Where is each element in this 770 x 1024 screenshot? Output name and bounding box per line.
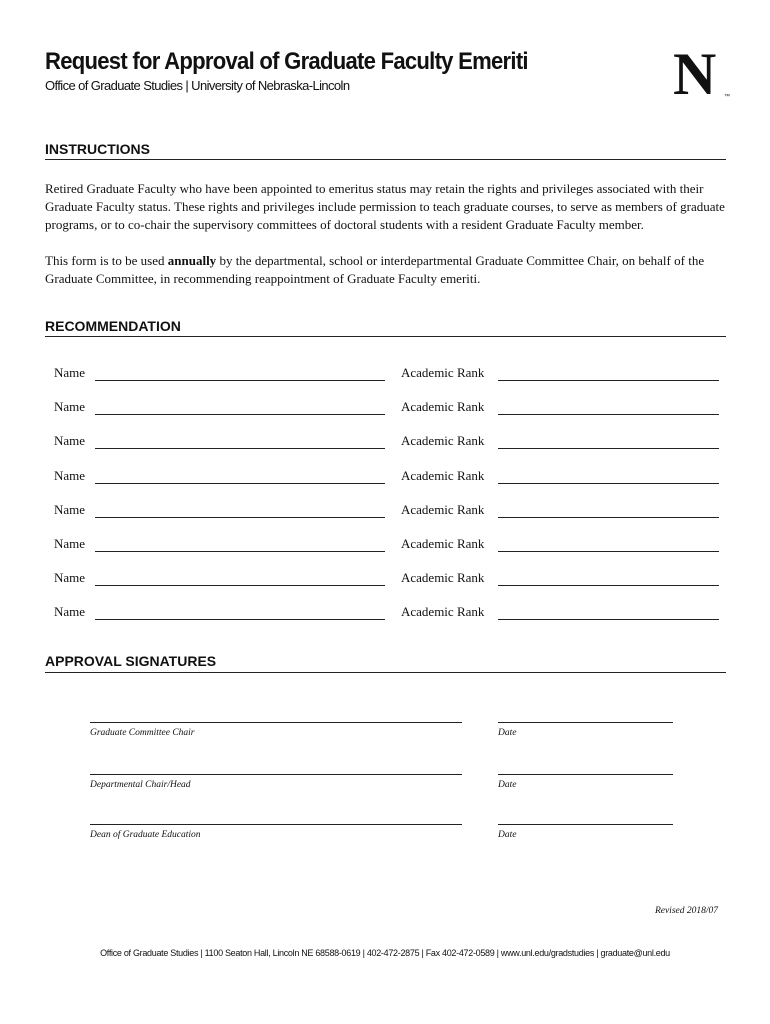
academic-rank-label: Academic Rank xyxy=(401,399,485,414)
name-field[interactable] xyxy=(95,483,385,484)
academic-rank-label: Academic Rank xyxy=(401,468,485,483)
name-field[interactable] xyxy=(95,551,385,552)
academic-rank-field[interactable] xyxy=(498,483,719,484)
name-label: Name xyxy=(54,433,86,448)
date-line[interactable] xyxy=(498,722,673,723)
academic-rank-label: Academic Rank xyxy=(401,536,485,551)
date-caption: Date xyxy=(498,830,517,840)
academic-rank-field[interactable] xyxy=(498,414,719,415)
instructions-p2-start: This form is to be used xyxy=(45,253,168,268)
name-field[interactable] xyxy=(95,380,385,381)
logo-trademark: ™ xyxy=(724,94,730,100)
instructions-p2-end: by the departmental, school or interdepartmental Graduate Committee Chair, on behalf of the Graduate Committee, in recommending reappointment of Graduate Faculty emeriti. xyxy=(45,253,705,286)
name-field[interactable] xyxy=(95,585,385,586)
approval-divider xyxy=(45,672,726,673)
name-field[interactable] xyxy=(95,619,385,620)
academic-rank-field[interactable] xyxy=(498,448,719,449)
instructions-p2-emphasis: annually xyxy=(167,253,217,268)
academic-rank-label: Academic Rank xyxy=(401,433,485,448)
name-label: Name xyxy=(54,604,86,619)
signature-line[interactable] xyxy=(90,722,462,723)
recommendation-heading: RECOMMENDATION xyxy=(45,318,181,334)
signature-role-caption: Departmental Chair/Head xyxy=(90,780,191,790)
academic-rank-field[interactable] xyxy=(498,619,719,620)
name-label: Name xyxy=(54,365,86,380)
office-subtitle: Office of Graduate Studies | University of Nebraska-Lincoln xyxy=(45,78,350,93)
recommendation-divider xyxy=(45,336,726,337)
name-field[interactable] xyxy=(95,414,385,415)
name-label: Name xyxy=(54,399,86,414)
name-label: Name xyxy=(54,502,86,517)
academic-rank-label: Academic Rank xyxy=(401,502,485,517)
instructions-divider xyxy=(45,159,726,160)
academic-rank-field[interactable] xyxy=(498,380,719,381)
instructions-heading: INSTRUCTIONS xyxy=(45,141,150,157)
signature-line[interactable] xyxy=(90,824,462,825)
revised-date: Revised 2018/07 xyxy=(654,906,718,916)
signature-role-caption: Graduate Committee Chair xyxy=(90,728,195,738)
signature-role-caption: Dean of Graduate Education xyxy=(90,830,201,840)
instructions-paragraph-2 xyxy=(45,252,725,288)
academic-rank-label: Academic Rank xyxy=(401,604,485,619)
academic-rank-field[interactable] xyxy=(498,585,719,586)
name-label: Name xyxy=(54,570,86,585)
academic-rank-field[interactable] xyxy=(498,517,719,518)
name-label: Name xyxy=(54,536,86,551)
logo-letter: N xyxy=(673,46,717,100)
name-label: Name xyxy=(54,468,86,483)
academic-rank-label: Academic Rank xyxy=(401,365,485,380)
form-title: Request for Approval of Graduate Faculty Emeriti xyxy=(45,48,528,75)
date-line[interactable] xyxy=(498,824,673,825)
university-n-logo xyxy=(672,46,730,100)
academic-rank-field[interactable] xyxy=(498,551,719,552)
instructions-paragraph-1: Retired Graduate Faculty who have been appointed to emeritus status may retain the rights and privileges associated with their Graduate Faculty status. These rights and privileges include permission to teach graduate courses, to serve as members of graduate programs, or to co-chair the supervisory committees of doctoral students with a resident Graduate Faculty member. xyxy=(45,181,725,232)
signature-line[interactable] xyxy=(90,774,462,775)
office-contact-footer: Office of Graduate Studies | 1100 Seaton Hall, Lincoln NE 68588-0619 | 402-472-2875 | Fax 402-472-0589 | www.unl.edu/gradstudies | graduate@unl.edu xyxy=(100,948,670,958)
name-field[interactable] xyxy=(95,448,385,449)
name-field[interactable] xyxy=(95,517,385,518)
academic-rank-label: Academic Rank xyxy=(401,570,485,585)
approval-heading: APPROVAL SIGNATURES xyxy=(45,653,217,669)
date-caption: Date xyxy=(498,780,517,790)
date-line[interactable] xyxy=(498,774,673,775)
date-caption: Date xyxy=(498,728,517,738)
